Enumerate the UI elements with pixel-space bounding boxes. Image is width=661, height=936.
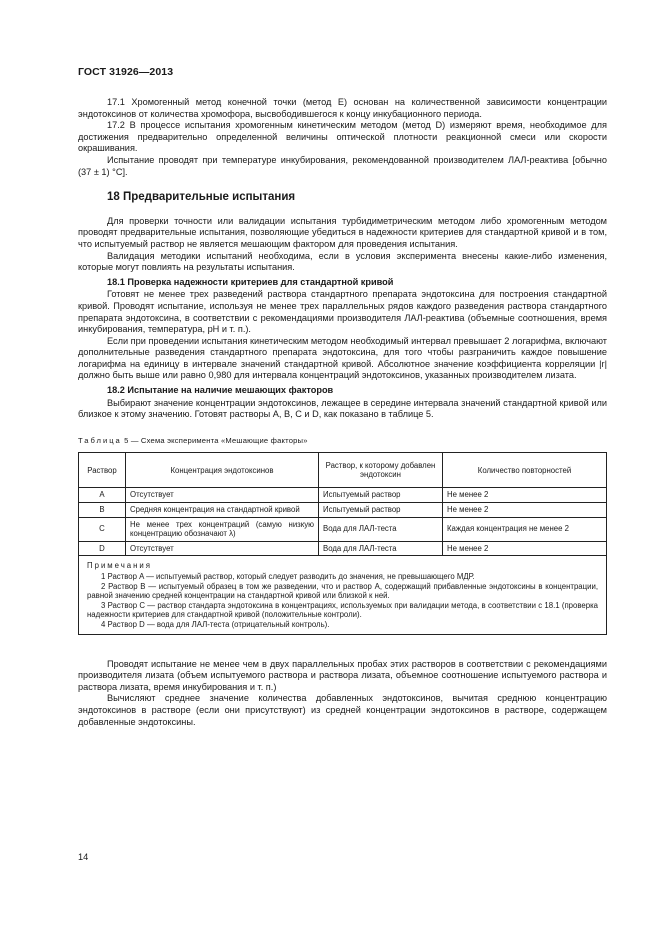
cell-concentration: Отсутствует bbox=[126, 488, 319, 503]
paragraph-validation: Валидация методики испытаний необходима, если в условия эксперимента внесены какие-либо изменения, которые могут повлиять на результаты испытания. bbox=[78, 250, 607, 273]
table-row bbox=[79, 541, 607, 556]
cell-solution: C bbox=[79, 517, 126, 541]
header-replicates: Количество повторностей bbox=[443, 453, 607, 488]
table-header-row bbox=[79, 453, 607, 488]
note-item: 1 Раствор A — испытуемый раствор, который следует разводить до значения, не превышающего МДР. bbox=[101, 572, 475, 581]
paragraph-17-2: 17.2 В процессе испытания хромогенным кинетическим методом (метод D) измеряют время, необходимое для достижения предварительно определенной величины оптической плотности реакционной смеси или скорости окрашивания. bbox=[78, 120, 607, 154]
document-header: ГОСТ 31926—2013 bbox=[78, 66, 174, 78]
header-added-to: Раствор, к которому добавлен эндотоксин bbox=[319, 453, 443, 488]
paragraph-incubation: Испытание проводят при температуре инкубирования, рекомендованной производителем ЛАЛ-реактива [обычно (37 ± 1) °С]. bbox=[78, 154, 607, 177]
subsection-18-2-heading: 18.2 Испытание на наличие мешающих факторов bbox=[107, 385, 334, 396]
cell-replicates: Не менее 2 bbox=[443, 503, 607, 518]
page-number: 14 bbox=[78, 852, 89, 862]
document-body bbox=[78, 97, 607, 728]
cell-replicates: Каждая концентрация не менее 2 bbox=[443, 517, 607, 541]
cell-added-to: Вода для ЛАЛ-теста bbox=[319, 541, 443, 556]
cell-added-to: Испытуемый раствор bbox=[319, 503, 443, 518]
table-row bbox=[79, 517, 607, 541]
cell-concentration: Отсутствует bbox=[126, 541, 319, 556]
table-caption-text: 5 — Схема эксперимента «Мешающие факторы» bbox=[124, 435, 308, 445]
table-notes-row bbox=[79, 556, 607, 634]
subsection-18-1-heading: 18.1 Проверка надежности критериев для стандартной кривой bbox=[107, 276, 394, 287]
table-row bbox=[79, 503, 607, 518]
paragraph-concentration: Выбирают значение концентрации эндотоксинов, лежащее в середине интервала значений стандартной кривой или близкое к этому значению. Готовят растворы A, B, C и D, как показано в таблице 5. bbox=[78, 397, 607, 420]
cell-added-to: Вода для ЛАЛ-теста bbox=[319, 517, 443, 541]
paragraph-kinetic: Если при проведении испытания кинетическим методом необходимый интервал превышает 2 логарифма, включают дополнительные разведения стандартного препарата эндотоксина, для того чтобы разграничить каждое повышение логарифма на единицу в интервале значений стандартной кривой. Абсолютное значение коэффициента корреляции |r| должно быть выше или равно 0,980 для интервала концентраций эндотоксинов, указанных производителем лизата. bbox=[78, 335, 607, 381]
notes-title: Примечания bbox=[87, 561, 153, 571]
paragraph-preliminary: Для проверки точности или валидации испытания турбидиметрическим методом либо хромогенным методом проводят предварительные испытания, позволяющие убедиться в надежности критериев для стандартной кривой и в том, что испытуемый раствор не является мешающим фактором для проведения испытания. bbox=[78, 215, 607, 249]
cell-added-to: Испытуемый раствор bbox=[319, 488, 443, 503]
note-item: 4 Раствор D — вода для ЛАЛ-теста (отрицательный контроль). bbox=[101, 619, 330, 629]
cell-solution: D bbox=[79, 541, 126, 556]
header-concentration: Концентрация эндотоксинов bbox=[126, 453, 319, 488]
cell-concentration: Не менее трех концентраций (самую низкую концентрацию обозначают λ) bbox=[126, 517, 319, 541]
paragraph-dilutions: Готовят не менее трех разведений раствора стандартного препарата эндотоксина для построения стандартной кривой. Проводят испытание, используя не менее трех параллельных рядов каждого разведения раствора стандартного препарата эндотоксина, в соответствии с рекомендациями производителя ЛАЛ-реактива (объемные соотношения, время инкубирования, температура, рН и т. п.). bbox=[78, 289, 607, 335]
interference-table bbox=[78, 452, 607, 634]
paragraph-replicates: Проводят испытание не менее чем в двух параллельных пробах этих растворов в соответствии с рекомендациями производителя лизата (объем испытуемого раствора и раствора лизата, объемное соотношение испытуемого раствора и раствора лизата, время инкубирования и т. п.) bbox=[78, 658, 607, 692]
table-caption bbox=[78, 435, 607, 447]
note-item: 3 Раствор C — раствор стандарта эндотоксина в концентрациях, используемых при валидации метода, в соответствии с 18.1 (проверка надежности критериев для стандартной кривой (положительные контроли). bbox=[87, 600, 598, 620]
table-notes bbox=[79, 556, 607, 634]
header-solution: Раствор bbox=[79, 453, 126, 488]
table-row bbox=[79, 488, 607, 503]
cell-solution: A bbox=[79, 488, 126, 503]
cell-concentration: Средняя концентрация на стандартной кривой bbox=[126, 503, 319, 518]
paragraph-17-1: 17.1 Хромогенный метод конечной точки (метод E) основан на количественной зависимости концентрации эндотоксинов от количества хромофора, высвободившегося к концу инкубационного периода. bbox=[78, 97, 607, 119]
section-18-heading: 18 Предварительные испытания bbox=[107, 191, 296, 204]
note-item: 2 Раствор B — испытуемый образец в том же разведении, что и раствор A, содержащий прибавленные эндотоксины в концентрации, равной значению средней концентрации на стандартной кривой или близкой к ней. bbox=[87, 581, 598, 601]
table-caption-word: Таблица bbox=[78, 435, 122, 445]
cell-replicates: Не менее 2 bbox=[443, 541, 607, 556]
paragraph-average: Вычисляют среднее значение количества добавленных эндотоксинов, вычитая среднюю концентрацию эндотоксинов в растворе (если они присутствуют) из средней концентрации эндотоксинов в растворе, содержащем добавленные эндотоксины. bbox=[78, 693, 607, 727]
cell-replicates: Не менее 2 bbox=[443, 488, 607, 503]
cell-solution: B bbox=[79, 503, 126, 518]
